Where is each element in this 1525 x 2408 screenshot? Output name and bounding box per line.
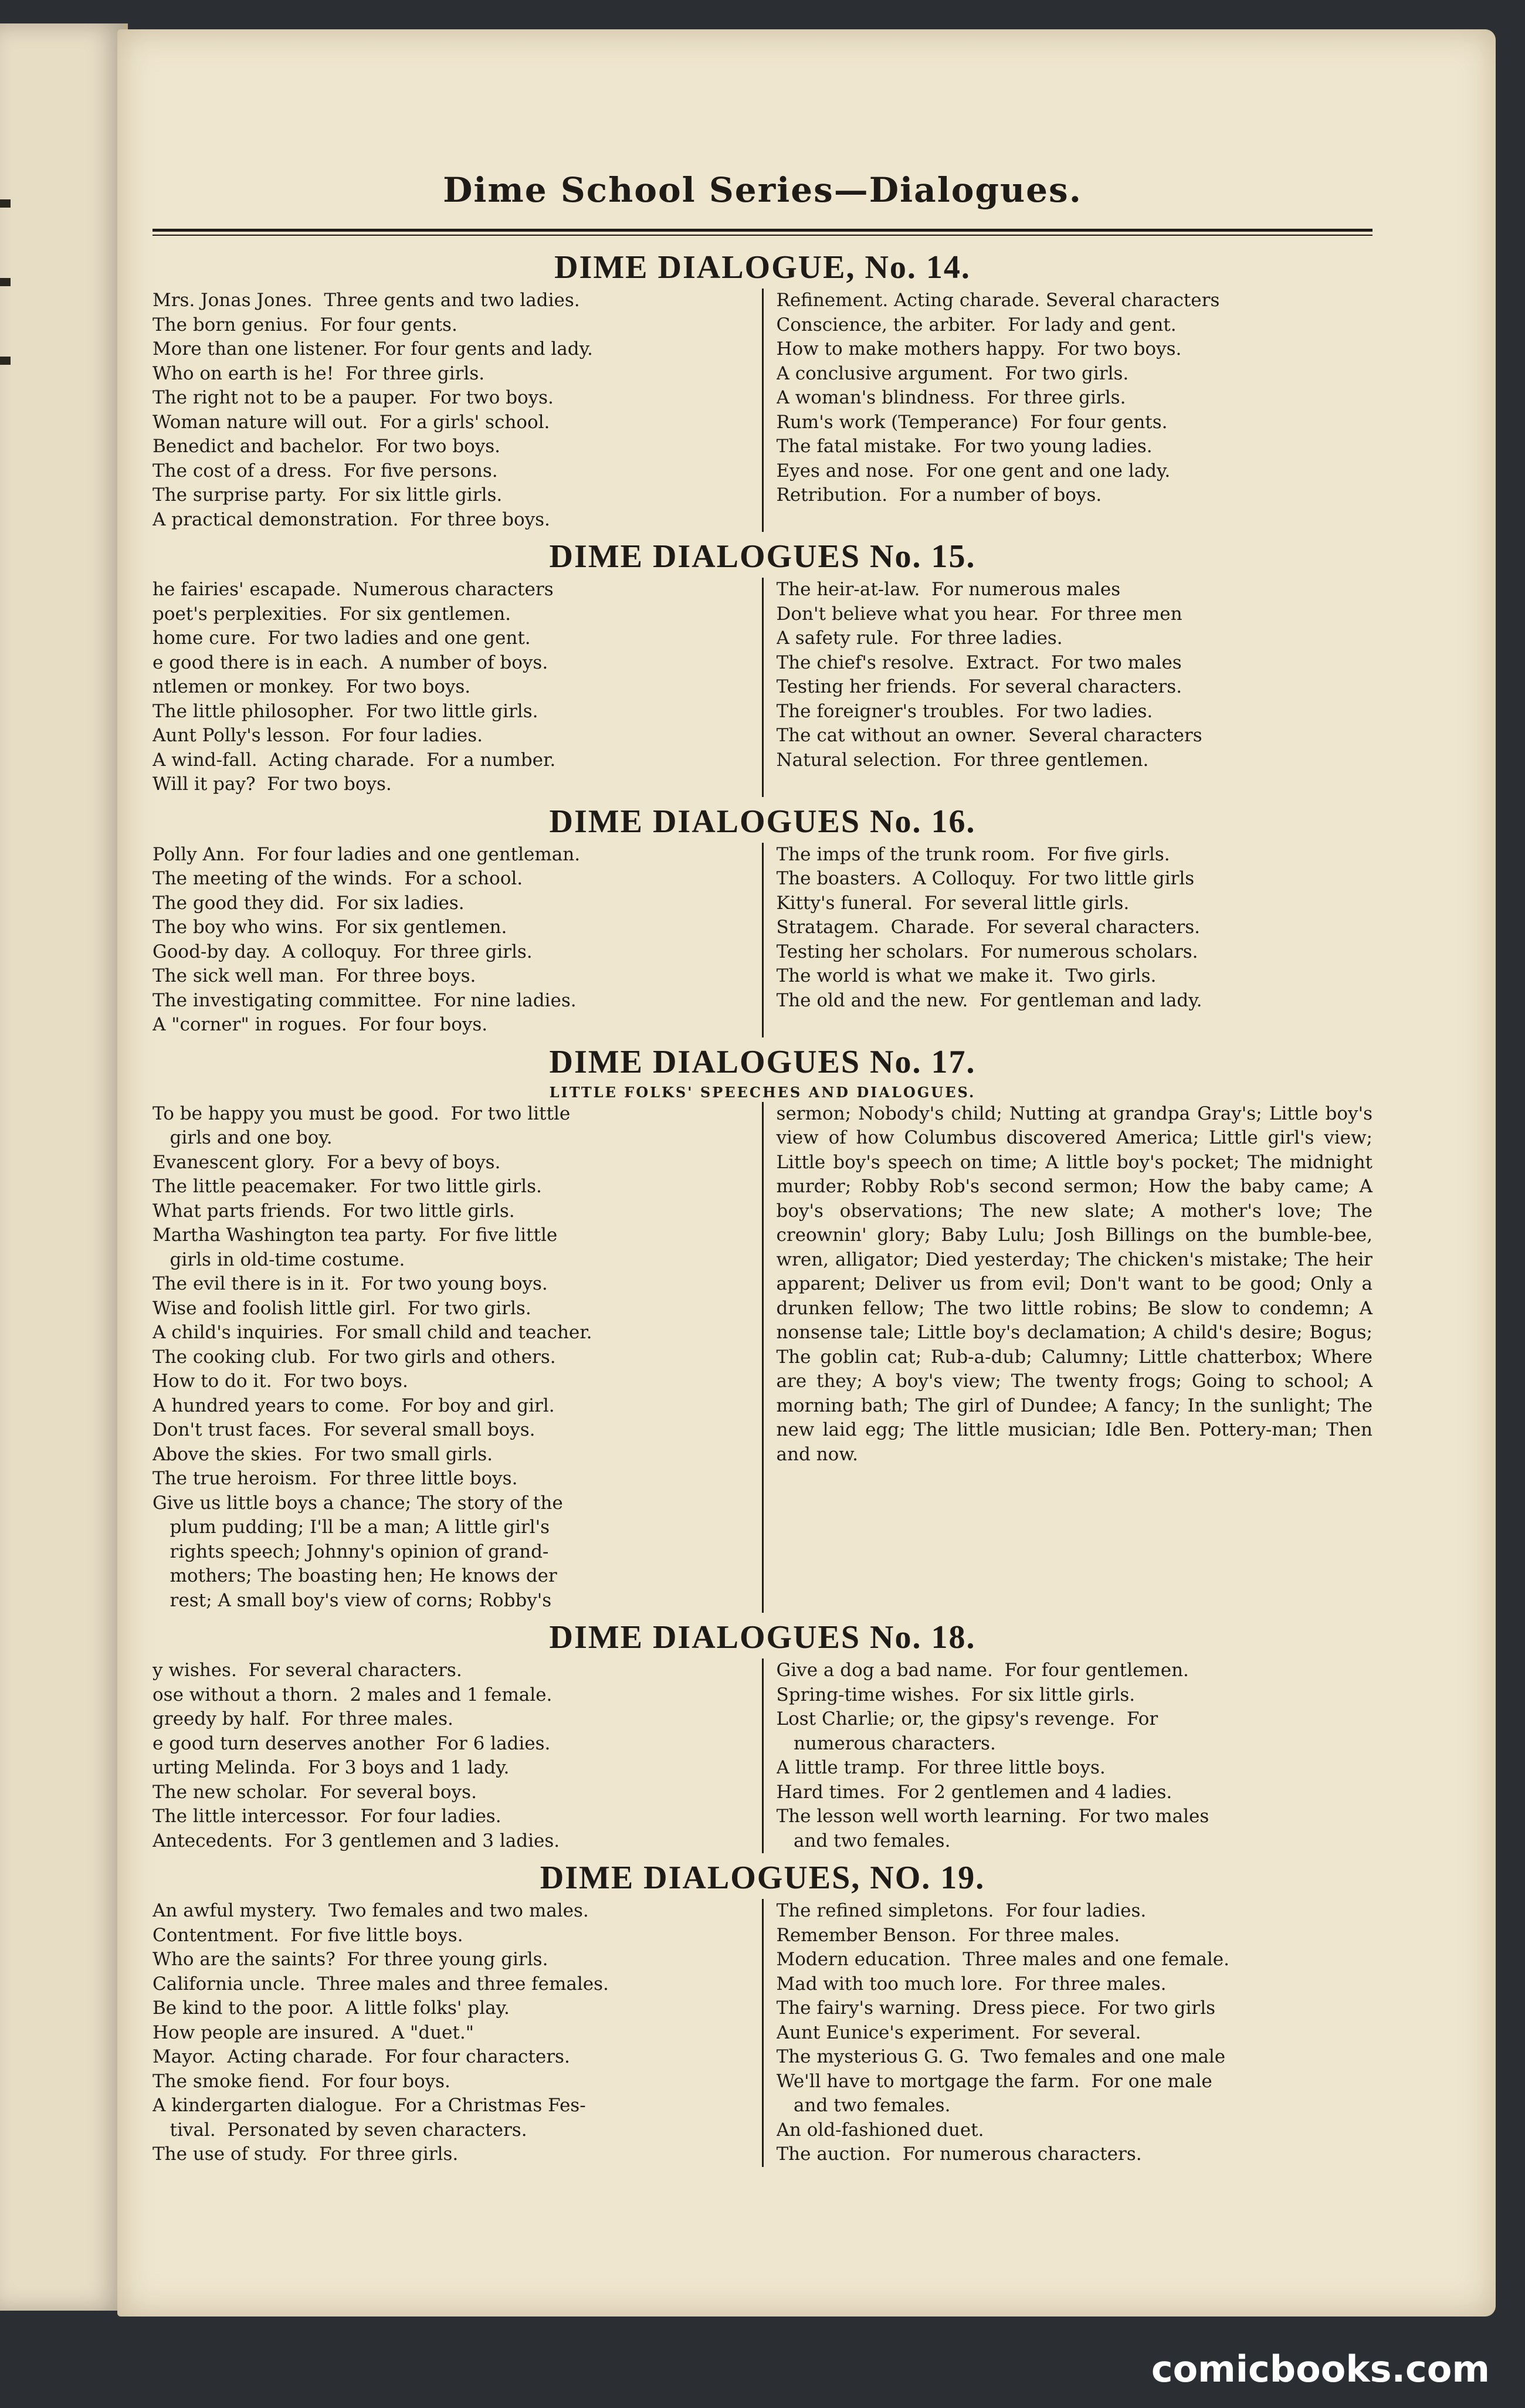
entry-line: Evanescent glory. For a bevy of boys. (152, 1151, 501, 1173)
right-column (764, 578, 1373, 797)
entry-line: The imps of the trunk room. For five girls. (776, 843, 1170, 865)
entry-line: ntlemen or monkey. For two boys. (152, 676, 471, 697)
left-column (152, 843, 764, 1037)
entry-line: A "corner" in rogues. For four boys. (152, 1014, 488, 1035)
entry-line: and two females. (776, 2095, 951, 2116)
entry-line: The mysterious G. G. Two females and one male (776, 2046, 1226, 2067)
entry-line: poet's perplexities. For six gentlemen. (152, 603, 511, 625)
entry-line: What parts friends. For two little girls. (152, 1200, 515, 1222)
entry-line: rest; A small boy's view of corns; Robby's (152, 1589, 552, 1611)
entry-line: Testing her friends. For several characters. (776, 676, 1182, 697)
right-column (764, 289, 1373, 532)
entry-line: Give a dog a bad name. For four gentlemen. (776, 1660, 1189, 1681)
right-column (764, 1102, 1373, 1613)
entry-line: The born genius. For four gents. (152, 314, 458, 335)
entry-line: Mayor. Acting charade. For four characters. (152, 2046, 570, 2067)
head-rule (152, 229, 1372, 232)
entry-line: The little philosopher. For two little girls. (152, 700, 538, 722)
entry-line: Mrs. Jonas Jones. Three gents and two ladies. (152, 290, 580, 311)
entry-line: Hard times. For 2 gentlemen and 4 ladies. (776, 1781, 1172, 1803)
entry-line: and two females. (776, 1830, 951, 1851)
catalog-section (152, 1857, 1372, 2167)
entry-line: girls and one boy. (152, 1127, 333, 1148)
entry-line: A practical demonstration. For three boys. (152, 508, 550, 530)
entry-line: Lost Charlie; or, the gipsy's revenge. For (776, 1708, 1158, 1729)
entry-line: Be kind to the poor. A little folks' play. (152, 1997, 510, 2019)
entry-line: e good there is in each. A number of boys. (152, 652, 548, 673)
head-rule-thin (152, 235, 1372, 236)
catalog-section (152, 1616, 1372, 1853)
entry-line: We'll have to mortgage the farm. For one male (776, 2070, 1212, 2092)
left-column (152, 1659, 764, 1853)
entry-line: To be happy you must be good. For two little (152, 1103, 571, 1124)
section-title: DIME DIALOGUES No. 17. (549, 1043, 976, 1080)
entry-line: numerous characters. (776, 1732, 996, 1754)
section-subtitle: LITTLE FOLKS' SPEECHES AND DIALOGUES. (549, 1083, 976, 1101)
entry-line: The new scholar. For several boys. (152, 1781, 477, 1803)
sections-flow (152, 246, 1372, 2170)
entry-line: The use of study. For three girls. (152, 2144, 459, 2165)
section-columns (152, 1899, 1372, 2167)
entry-paragraph: sermon; Nobody's child; Nutting at grandpa Gray's; Little boy's view of how Columbus discovered America; Little girl's view; Little boy's speech on time; A little boy's pocket; The midnight murder; Robby Rob's second sermon; How the baby came; A boy's observations; The new slate; A mother's love; The creownin' glory; Baby Lulu; Josh Billings on the bumble-bee, wren, alligator; Died yesterday; The chicken's mistake; The heir apparent; Deliver us from evil; Don't want to be good; Only a drunken fellow; The two little robins; Be slow to condemn; A nonsense tale; Little boy's declamation; A child's desire; Bogus; The goblin cat; Rub-a-dub; Calumny; Little chatterbox; Where are they; A boy's view; The twenty frogs; Going to school; A morning bath; The girl of Dundee; A fancy; In the sunlight; The new laid egg; The little musician; Idle Ben. Pottery-man; Then and now. (776, 1103, 1372, 1465)
entry-line: The sick well man. For three boys. (152, 965, 476, 986)
entry-line: tival. Personated by seven characters. (152, 2119, 527, 2141)
entry-line: A little tramp. For three little boys. (776, 1757, 1106, 1778)
entry-line: The smoke fiend. For four boys. (152, 2070, 450, 2092)
left-column (152, 289, 764, 532)
entry-line: urting Melinda. For 3 boys and 1 lady. (152, 1757, 510, 1778)
entry-line: The lesson well worth learning. For two males (776, 1806, 1209, 1827)
entry-line: Refinement. Acting charade. Several characters (776, 290, 1220, 311)
entry-line: The boy who wins. For six gentlemen. (152, 917, 507, 938)
entry-line: Aunt Polly's lesson. For four ladies. (152, 725, 483, 746)
entry-line: The heir-at-law. For numerous males (776, 579, 1121, 600)
entry-line: Stratagem. Charade. For several characters. (776, 917, 1200, 938)
entry-line: A woman's blindness. For three girls. (776, 387, 1126, 408)
section-columns (152, 578, 1372, 797)
section-title: DIME DIALOGUE, No. 14. (554, 249, 971, 286)
entry-line: The fairy's warning. Dress piece. For two girls (776, 1997, 1216, 2019)
entry-line: Natural selection. For three gentlemen. (776, 749, 1149, 771)
entry-line: A conclusive argument. For two girls. (776, 362, 1129, 384)
entry-line: Give us little boys a chance; The story of the (152, 1492, 563, 1514)
entry-line: home cure. For two ladies and one gent. (152, 628, 531, 649)
entry-line: The meeting of the winds. For a school. (152, 868, 523, 889)
entry-line: Martha Washington tea party. For five little (152, 1225, 558, 1246)
entry-line: The good they did. For six ladies. (152, 892, 465, 914)
entry-line: Eyes and nose. For one gent and one lady. (776, 460, 1171, 481)
entry-line: The refined simpletons. For four ladies. (776, 1900, 1147, 1921)
entry-line: A hundred years to come. For boy and girl. (152, 1395, 555, 1416)
entry-line: e good turn deserves another For 6 ladies. (152, 1732, 551, 1754)
entry-line: girls in old-time costume. (152, 1249, 405, 1270)
section-title: DIME DIALOGUES No. 15. (549, 538, 976, 575)
site-watermark: comicbooks.com (1151, 2348, 1490, 2390)
entry-line: The little intercessor. For four ladies. (152, 1806, 501, 1827)
entry-line: Don't believe what you hear. For three men (776, 603, 1182, 625)
entry-line: The chief's resolve. Extract. For two males (776, 652, 1182, 673)
catalog-section (152, 801, 1372, 1037)
entry-line: y wishes. For several characters. (152, 1660, 462, 1681)
running-head: Dime School Series—Dialogues. (443, 170, 1082, 210)
entry-line: More than one listener. For four gents and lady. (152, 338, 593, 359)
entry-line: The true heroism. For three little boys. (152, 1468, 518, 1489)
entry-line: Rum's work (Temperance) For four gents. (776, 411, 1168, 433)
entry-line: A safety rule. For three ladies. (776, 628, 1063, 649)
entry-line: The fatal mistake. For two young ladies. (776, 436, 1153, 457)
entry-line: The foreigner's troubles. For two ladies. (776, 700, 1153, 722)
entry-line: Good-by day. A colloquy. For three girls. (152, 941, 533, 962)
book-page (117, 29, 1496, 2317)
section-title: DIME DIALOGUES No. 16. (549, 803, 976, 840)
entry-line: he fairies' escapade. Numerous characters (152, 579, 554, 600)
catalog-section (152, 246, 1372, 532)
entry-line: The old and the new. For gentleman and lady. (776, 989, 1202, 1011)
entry-line: Antecedents. For 3 gentlemen and 3 ladies. (152, 1830, 560, 1851)
entry-line: Aunt Eunice's experiment. For several. (776, 2022, 1141, 2043)
entry-line: Above the skies. For two small girls. (152, 1443, 493, 1465)
entry-line: The cost of a dress. For five persons. (152, 460, 498, 481)
right-column (764, 843, 1373, 1037)
facing-page-edge (0, 23, 128, 2311)
entry-line: An old-fashioned duet. (776, 2119, 984, 2141)
section-columns (152, 289, 1372, 532)
catalog-section (152, 535, 1372, 797)
entry-line: A wind-fall. Acting charade. For a number. (152, 749, 556, 771)
entry-line: The surprise party. For six little girls. (152, 484, 503, 506)
section-columns (152, 1659, 1372, 1853)
entry-line: Spring-time wishes. For six little girls. (776, 1684, 1136, 1705)
catalog-section (152, 1041, 1372, 1613)
entry-line: mothers; The boasting hen; He knows der (152, 1565, 557, 1586)
section-columns (152, 1102, 1372, 1613)
entry-line: The right not to be a pauper. For two boys. (152, 387, 554, 408)
entry-line: ose without a thorn. 2 males and 1 female. (152, 1684, 553, 1705)
entry-line: Remember Benson. For three males. (776, 1924, 1120, 1946)
left-column (152, 1899, 764, 2167)
entry-line: Woman nature will out. For a girls' school. (152, 411, 550, 433)
right-column (764, 1659, 1373, 1853)
entry-line: rights speech; Johnny's opinion of grand- (152, 1541, 549, 1562)
entry-line: The investigating committee. For nine ladies. (152, 989, 577, 1011)
entry-line: How to make mothers happy. For two boys. (776, 338, 1182, 359)
entry-line: Will it pay? For two boys. (152, 774, 392, 795)
entry-line: A kindergarten dialogue. For a Christmas Fes- (152, 2095, 586, 2116)
entry-line: plum pudding; I'll be a man; A little girl's (152, 1517, 550, 1538)
left-column (152, 578, 764, 797)
entry-line: The cat without an owner. Several characters (776, 725, 1202, 746)
entry-line: How to do it. For two boys. (152, 1371, 408, 1392)
entry-line: Testing her scholars. For numerous scholars. (776, 941, 1198, 962)
entry-line: greedy by half. For three males. (152, 1708, 453, 1729)
entry-line: Modern education. Three males and one female. (776, 1949, 1229, 1970)
entry-line: The world is what we make it. Two girls. (776, 965, 1157, 986)
entry-line: Conscience, the arbiter. For lady and gent. (776, 314, 1177, 335)
left-column (152, 1102, 764, 1613)
entry-line: The evil there is in it. For two young boys. (152, 1273, 548, 1294)
entry-line: Who on earth is he! For three girls. (152, 362, 485, 384)
entry-line: Wise and foolish little girl. For two girls. (152, 1297, 531, 1319)
entry-line: Kitty's funeral. For several little girls. (776, 892, 1130, 914)
facing-page-marks (0, 199, 23, 435)
entry-line: The boasters. A Colloquy. For two little girls (776, 868, 1195, 889)
entry-line: A child's inquiries. For small child and teacher. (152, 1322, 592, 1343)
right-column (764, 1899, 1373, 2167)
entry-line: Who are the saints? For three young girls. (152, 1949, 548, 1970)
entry-line: Benedict and bachelor. For two boys. (152, 436, 501, 457)
entry-line: Don't trust faces. For several small boys. (152, 1419, 536, 1440)
section-title: DIME DIALOGUES No. 18. (549, 1619, 976, 1656)
section-columns (152, 843, 1372, 1037)
entry-line: Mad with too much lore. For three males. (776, 1973, 1167, 1995)
entry-line: The little peacemaker. For two little girls. (152, 1176, 542, 1197)
entry-line: California uncle. Three males and three females. (152, 1973, 609, 1995)
entry-line: The cooking club. For two girls and others. (152, 1346, 556, 1368)
entry-line: Polly Ann. For four ladies and one gentleman. (152, 843, 581, 865)
entry-line: Retribution. For a number of boys. (776, 484, 1102, 506)
entry-line: An awful mystery. Two females and two males. (152, 1900, 589, 1921)
section-title: DIME DIALOGUES, NO. 19. (540, 1860, 985, 1896)
entry-line: Contentment. For five little boys. (152, 1924, 463, 1946)
entry-line: How people are insured. A "duet." (152, 2022, 474, 2043)
entry-line: The auction. For numerous characters. (776, 2144, 1142, 2165)
